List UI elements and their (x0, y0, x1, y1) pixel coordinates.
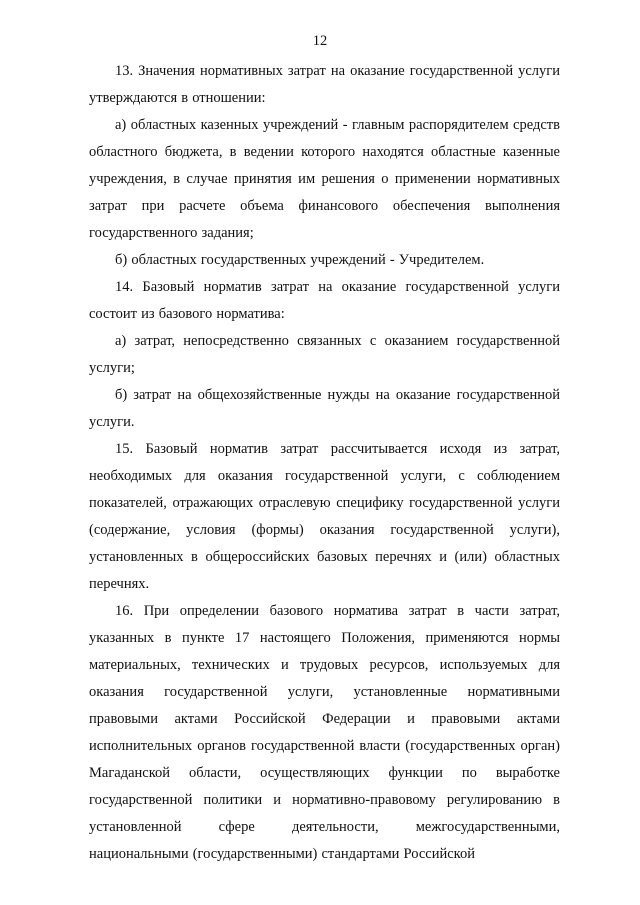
paragraph-13: 13. Значения нормативных затрат на оказание государственной услуги утверждаются в отношении: (89, 63, 560, 106)
paragraph-14: 14. Базовый норматив затрат на оказание государственной услуги состоит из базового норматива: (89, 279, 560, 322)
paragraph-16: 16. При определении базового норматива затрат в части затрат, указанных в пункте 17 настоящего Положения, применяются нормы материальных, технических и трудовых ресурсов, используемых для оказания государственной услуги, установленные нормативными правовыми актами Российской Федерации и правовыми актами исполнительных органов государственной власти (государственных орган) Магаданской области, осуществляющих функции по выработке государственной политики и нормативно-правовому регулированию в установленной сфере деятельности, межгосударственными, национальными (государственными) стандартами Российской (89, 603, 560, 862)
paragraph-13-a: а) областных казенных учреждений - главным распорядителем средств областного бюджета, в ведении которого находятся областные казенные учреждения, в случае принятия им решения о применении нормативных затрат при расчете объема финансового обеспечения выполнения государственного задания; (89, 117, 560, 241)
paragraph-14-b: б) затрат на общехозяйственные нужды на оказание государственной услуги. (89, 387, 560, 430)
paragraph-14-a: а) затрат, непосредственно связанных с оказанием государственной услуги; (89, 333, 560, 376)
document-body (89, 58, 560, 868)
paragraph-15: 15. Базовый норматив затрат рассчитывается исходя из затрат, необходимых для оказания государственной услуги, с соблюдением показателей, отражающих отраслевую специфику государственной услуги (содержание, условия (формы) оказания государственной услуги), установленных в общероссийских базовых перечнях и (или) областных перечнях. (89, 441, 560, 592)
paragraph-13-b: б) областных государственных учреждений - Учредителем. (115, 252, 485, 268)
page-number: 12 (312, 33, 328, 49)
